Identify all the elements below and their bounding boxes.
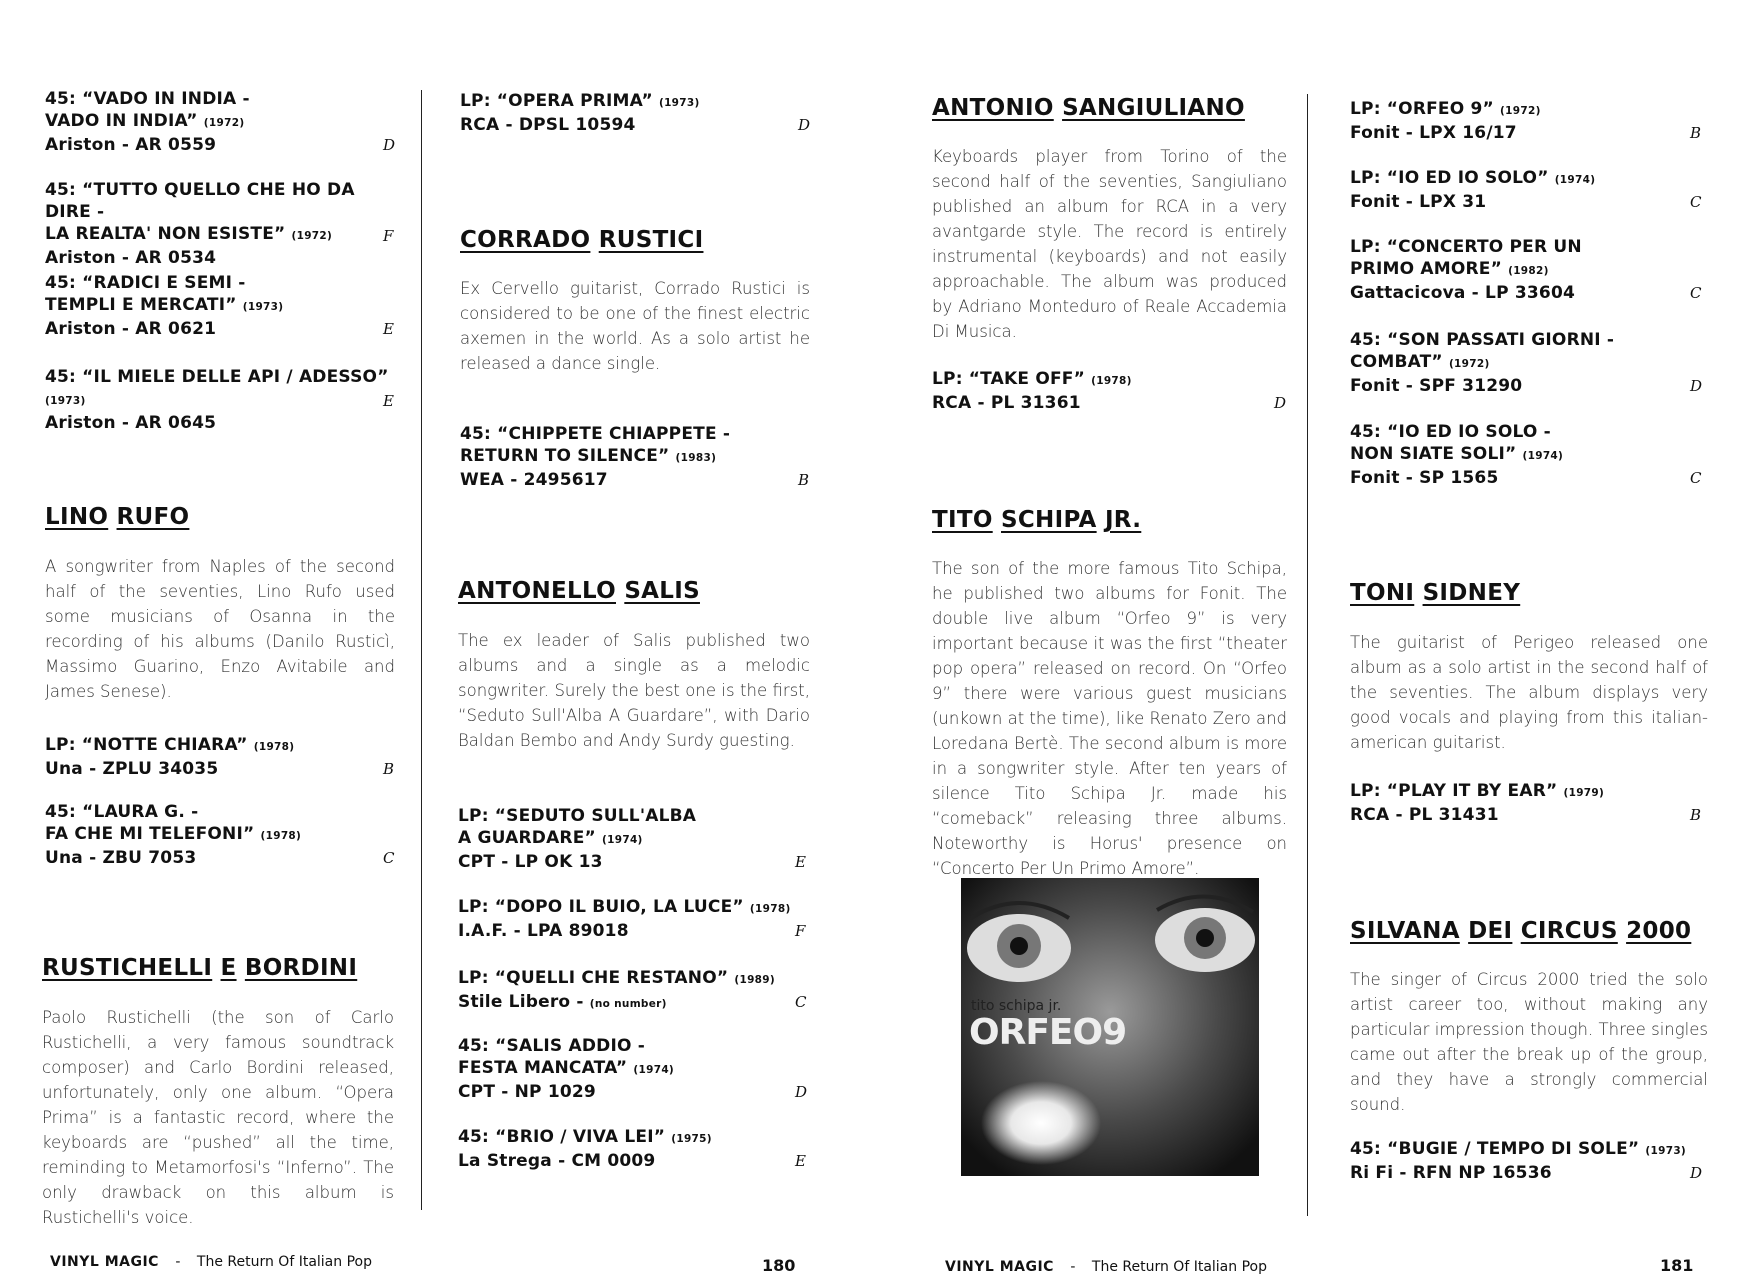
record-line: 45: “BRIO / VIVA LEI” (1975) (458, 1127, 712, 1147)
cover-artist: tito schipa jr. (971, 998, 1062, 1014)
record-label: I.A.F. - LPA 89018 (458, 921, 629, 941)
record-year: (1975) (671, 1133, 712, 1145)
record-year: (1978) (1091, 375, 1132, 387)
artist-bio: Ex Cervello guitarist, Corrado Rustici is considered to be one of the finest electric axemen in the world. As a solo artist he released a dance single. (460, 279, 810, 373)
record-entry (458, 1035, 810, 1103)
record-note: (no number) (589, 998, 667, 1010)
record-label: Fonit - LPX 16/17 (1350, 123, 1517, 143)
record-label: Una - ZBU 7053 (45, 848, 197, 868)
record-year: (1989) (734, 974, 775, 986)
record-year: (1978) (260, 830, 302, 842)
rating-grade: E (795, 853, 807, 871)
record-label: Fonit - LPX 31 (1350, 192, 1487, 212)
record-line: VADO IN INDIA” (1972) (45, 111, 245, 131)
record-label: Ariston - AR 0645 (45, 413, 217, 433)
record-line: LP: “TAKE OFF” (1978) (932, 369, 1132, 389)
record-line: 45: “SON PASSATI GIORNI - (1350, 330, 1615, 350)
record-entry (45, 801, 395, 869)
footer-brand: VINYL MAGIC (945, 1259, 1054, 1275)
rating-grade: D (795, 1083, 808, 1101)
record-line: LA REALTA' NON ESISTE” (1972) (45, 224, 333, 244)
record-line: 45: “CHIPPETE CHIAPPETE - (460, 424, 731, 444)
rating-grade: B (383, 760, 395, 778)
record-year: (1974) (1522, 450, 1564, 462)
record-line: LP: “NOTTE CHIARA” (1978) (45, 735, 295, 755)
column-divider-right (1307, 94, 1308, 1216)
footer-brand: VINYL MAGIC (50, 1254, 159, 1270)
artist-heading: ANTONELLO SALIS (458, 578, 700, 604)
rating-grade: E (795, 1152, 807, 1170)
rating-grade: C (383, 849, 395, 867)
artist-heading: SILVANA DEI CIRCUS 2000 (1350, 918, 1692, 944)
record-line: 45: “VADO IN INDIA - (45, 89, 250, 109)
artist-heading: RUSTICHELLI E BORDINI (42, 955, 358, 981)
rating-grade: B (1690, 124, 1702, 142)
record-entry (1350, 329, 1703, 397)
record-entry (458, 805, 810, 873)
page-number-right: 181 (1660, 1256, 1694, 1275)
artist-bio: The guitarist of Perigeo released one album as a solo artist in the second half of the seventies. The album displays very good vocals and playing from this italian-american guitarist. (1350, 633, 1708, 752)
record-entry (458, 1126, 810, 1172)
rating-grade: C (795, 993, 807, 1011)
record-year: (1974) (1554, 174, 1596, 186)
footer-subtitle: The Return Of Italian Pop (1091, 1259, 1267, 1275)
artist-heading: ANTONIO SANGIULIANO (932, 95, 1245, 121)
album-cover-image (961, 878, 1259, 1176)
record-line: LP: “SEDUTO SULL'ALBA (458, 806, 697, 826)
record-label: CPT - NP 1029 (458, 1082, 596, 1102)
record-label: Gattacicova - LP 33604 (1350, 283, 1576, 303)
rating-grade: F (383, 227, 394, 245)
cover-title: ORFEO9 (969, 1012, 1127, 1053)
rating-grade: B (798, 471, 810, 489)
record-year: (1972) (203, 117, 245, 129)
record-label: Ariston - AR 0621 (45, 319, 217, 339)
record-year: (1972) (1500, 105, 1541, 117)
rating-grade: F (795, 922, 806, 940)
record-label: Ariston - AR 0534 (45, 248, 217, 268)
record-year: (1978) (749, 903, 791, 915)
record-line: LP: “IO ED IO SOLO” (1974) (1350, 168, 1596, 188)
record-year: (1973) (242, 301, 284, 313)
artist-bio: Keyboards player from Torino of the second half of the seventies, Sangiuliano published an album for RCA in a very avantgarde style. The record is entirely instrumental (keyboards) and not easily approachable. The album was produced by Adriano Monteduro of Reale Accademia Di Musica. (932, 147, 1287, 341)
record-entry (1350, 236, 1700, 304)
record-label: Fonit - SPF 31290 (1350, 376, 1523, 396)
record-line: 45: “RADICI E SEMI - (45, 273, 246, 293)
artist-heading: TONI SIDNEY (1350, 580, 1521, 606)
record-entry (932, 368, 1287, 414)
record-line: PRIMO AMORE” (1982) (1350, 259, 1549, 279)
record-line: A GUARDARE” (1974) (458, 828, 643, 848)
record-year: (1983) (675, 452, 717, 464)
record-entry (460, 423, 810, 491)
artist-heading: TITO SCHIPA JR. (932, 507, 1142, 533)
record-line: LP: “PLAY IT BY EAR” (1979) (1350, 781, 1605, 801)
record-label: Stile Libero - (no number) (458, 992, 667, 1012)
footer-subtitle: The Return Of Italian Pop (196, 1254, 372, 1270)
record-line: FA CHE MI TELEFONI” (1978) (45, 824, 302, 844)
record-line: 45: “IL MIELE DELLE API / ADESSO” (1973) (45, 367, 389, 407)
footer-separator: - (175, 1254, 181, 1270)
record-label: CPT - LP OK 13 (458, 852, 603, 872)
record-entry (45, 88, 395, 156)
record-line: 45: “IO ED IO SOLO - (1350, 422, 1551, 442)
record-label: Fonit - SP 1565 (1350, 468, 1499, 488)
page-footer-right (945, 1259, 1267, 1275)
record-year: (1973) (45, 395, 86, 407)
record-label: La Strega - CM 0009 (458, 1151, 656, 1171)
record-line: 45: “TUTTO QUELLO CHE HO DA DIRE - (45, 180, 355, 222)
page-footer-left (50, 1254, 372, 1270)
record-year: (1974) (633, 1064, 675, 1076)
record-entry (45, 366, 395, 434)
record-line: FESTA MANCATA” (1974) (458, 1058, 675, 1078)
record-line: LP: “QUELLI CHE RESTANO” (1989) (458, 968, 775, 988)
record-line: RETURN TO SILENCE” (1983) (460, 446, 717, 466)
record-entry (45, 179, 395, 269)
record-year: (1973) (658, 97, 700, 109)
record-label: Ariston - AR 0559 (45, 135, 217, 155)
record-entry (460, 90, 810, 136)
record-entry (45, 272, 395, 340)
page-number-left: 180 (762, 1256, 796, 1275)
record-label: RCA - PL 31361 (932, 393, 1081, 413)
record-line: NON SIATE SOLI” (1974) (1350, 444, 1564, 464)
rating-grade: D (383, 136, 396, 154)
rating-grade: B (1690, 806, 1702, 824)
record-line: 45: “LAURA G. - (45, 802, 199, 822)
record-year: (1982) (1508, 265, 1549, 277)
record-entry (1350, 780, 1700, 826)
record-year: (1973) (1645, 1145, 1687, 1157)
rating-grade: E (383, 392, 395, 410)
record-line: LP: “DOPO IL BUIO, LA LUCE” (1978) (458, 897, 791, 917)
record-entry (1350, 98, 1700, 144)
rating-grade: D (1274, 394, 1287, 412)
record-year: (1979) (1563, 787, 1605, 799)
record-line: COMBAT” (1972) (1350, 352, 1490, 372)
record-year: (1972) (291, 230, 333, 242)
record-line: LP: “CONCERTO PER UN (1350, 237, 1582, 257)
artist-bio: Paolo Rustichelli (the son of Carlo Rustichelli, a very famous soundtrack composer) and Carlo Bordini released, unfortunately, only one album. “Opera Prima” is a fantastic record, where the keyboards are “pushed” all the time, reminding to Metamorfosi's “Inferno”. The only drawback on this album is Rustichelli's voice. (42, 1008, 394, 1227)
record-line: TEMPLI E MERCATI” (1973) (45, 295, 284, 315)
artist-bio: The ex leader of Salis published two albums and a single as a melodic songwriter. Surely the best one is the first, “Seduto Sull'Alba A Guardare”, with Dario Baldan Bembo and Andy Surdy guesting. (458, 631, 810, 750)
rating-grade: D (798, 116, 811, 134)
artist-bio: The son of the more famous Tito Schipa, he published two albums for Fonit. The double live album “Orfeo 9” is very important because it was the first “theater pop opera” released on record. On “Orfeo 9” there were various guest musicians (unkown at the time), like Renato Zero and Loredana Bertè. The second album is more in a songwriter style. After ten years of silence Tito Schipa Jr. made his “comeback” releasing three albums. Noteworthy is Horus' presence on “Concerto Per Un Primo Amore”. (932, 559, 1288, 878)
record-line: LP: “ORFEO 9” (1972) (1350, 99, 1541, 119)
record-label: Ri Fi - RFN NP 16536 (1350, 1163, 1552, 1183)
artist-bio: The singer of Circus 2000 tried the solo artist career too, without making any particular impression though. Three singles came out after the break up of the group, and they have a strongly commercial sound. (1350, 970, 1708, 1114)
rating-grade: D (1690, 377, 1703, 395)
rating-grade: C (1690, 469, 1702, 487)
record-entry (458, 896, 810, 942)
record-entry (1350, 1138, 1703, 1184)
record-year: (1978) (253, 741, 295, 753)
artist-heading: CORRADO RUSTICI (460, 227, 704, 253)
rating-grade: D (1690, 1164, 1703, 1182)
rating-grade: E (383, 320, 395, 338)
record-line: 45: “BUGIE / TEMPO DI SOLE” (1973) (1350, 1139, 1687, 1159)
record-year: (1974) (602, 834, 643, 846)
record-label: RCA - PL 31431 (1350, 805, 1499, 825)
artist-heading: LINO RUFO (45, 504, 190, 530)
record-line: LP: “OPERA PRIMA” (1973) (460, 91, 700, 111)
footer-separator: - (1070, 1259, 1076, 1275)
column-divider-left (421, 90, 422, 1210)
record-entry (1350, 421, 1700, 489)
record-entry (458, 967, 810, 1015)
record-label: WEA - 2495617 (460, 470, 608, 490)
record-entry (45, 734, 395, 780)
artist-bio: A songwriter from Naples of the second half of the seventies, Lino Rufo used some musicians of Osanna in the recording of his albums (Danilo Rusticì, Massimo Guarino, Enzo Avitabile and James Senese). (45, 557, 395, 701)
record-label: Una - ZPLU 34035 (45, 759, 219, 779)
rating-grade: C (1690, 193, 1702, 211)
record-label: RCA - DPSL 10594 (460, 115, 636, 135)
record-entry (1350, 167, 1700, 213)
record-line: 45: “SALIS ADDIO - (458, 1036, 645, 1056)
record-year: (1972) (1448, 358, 1490, 370)
rating-grade: C (1690, 284, 1702, 302)
